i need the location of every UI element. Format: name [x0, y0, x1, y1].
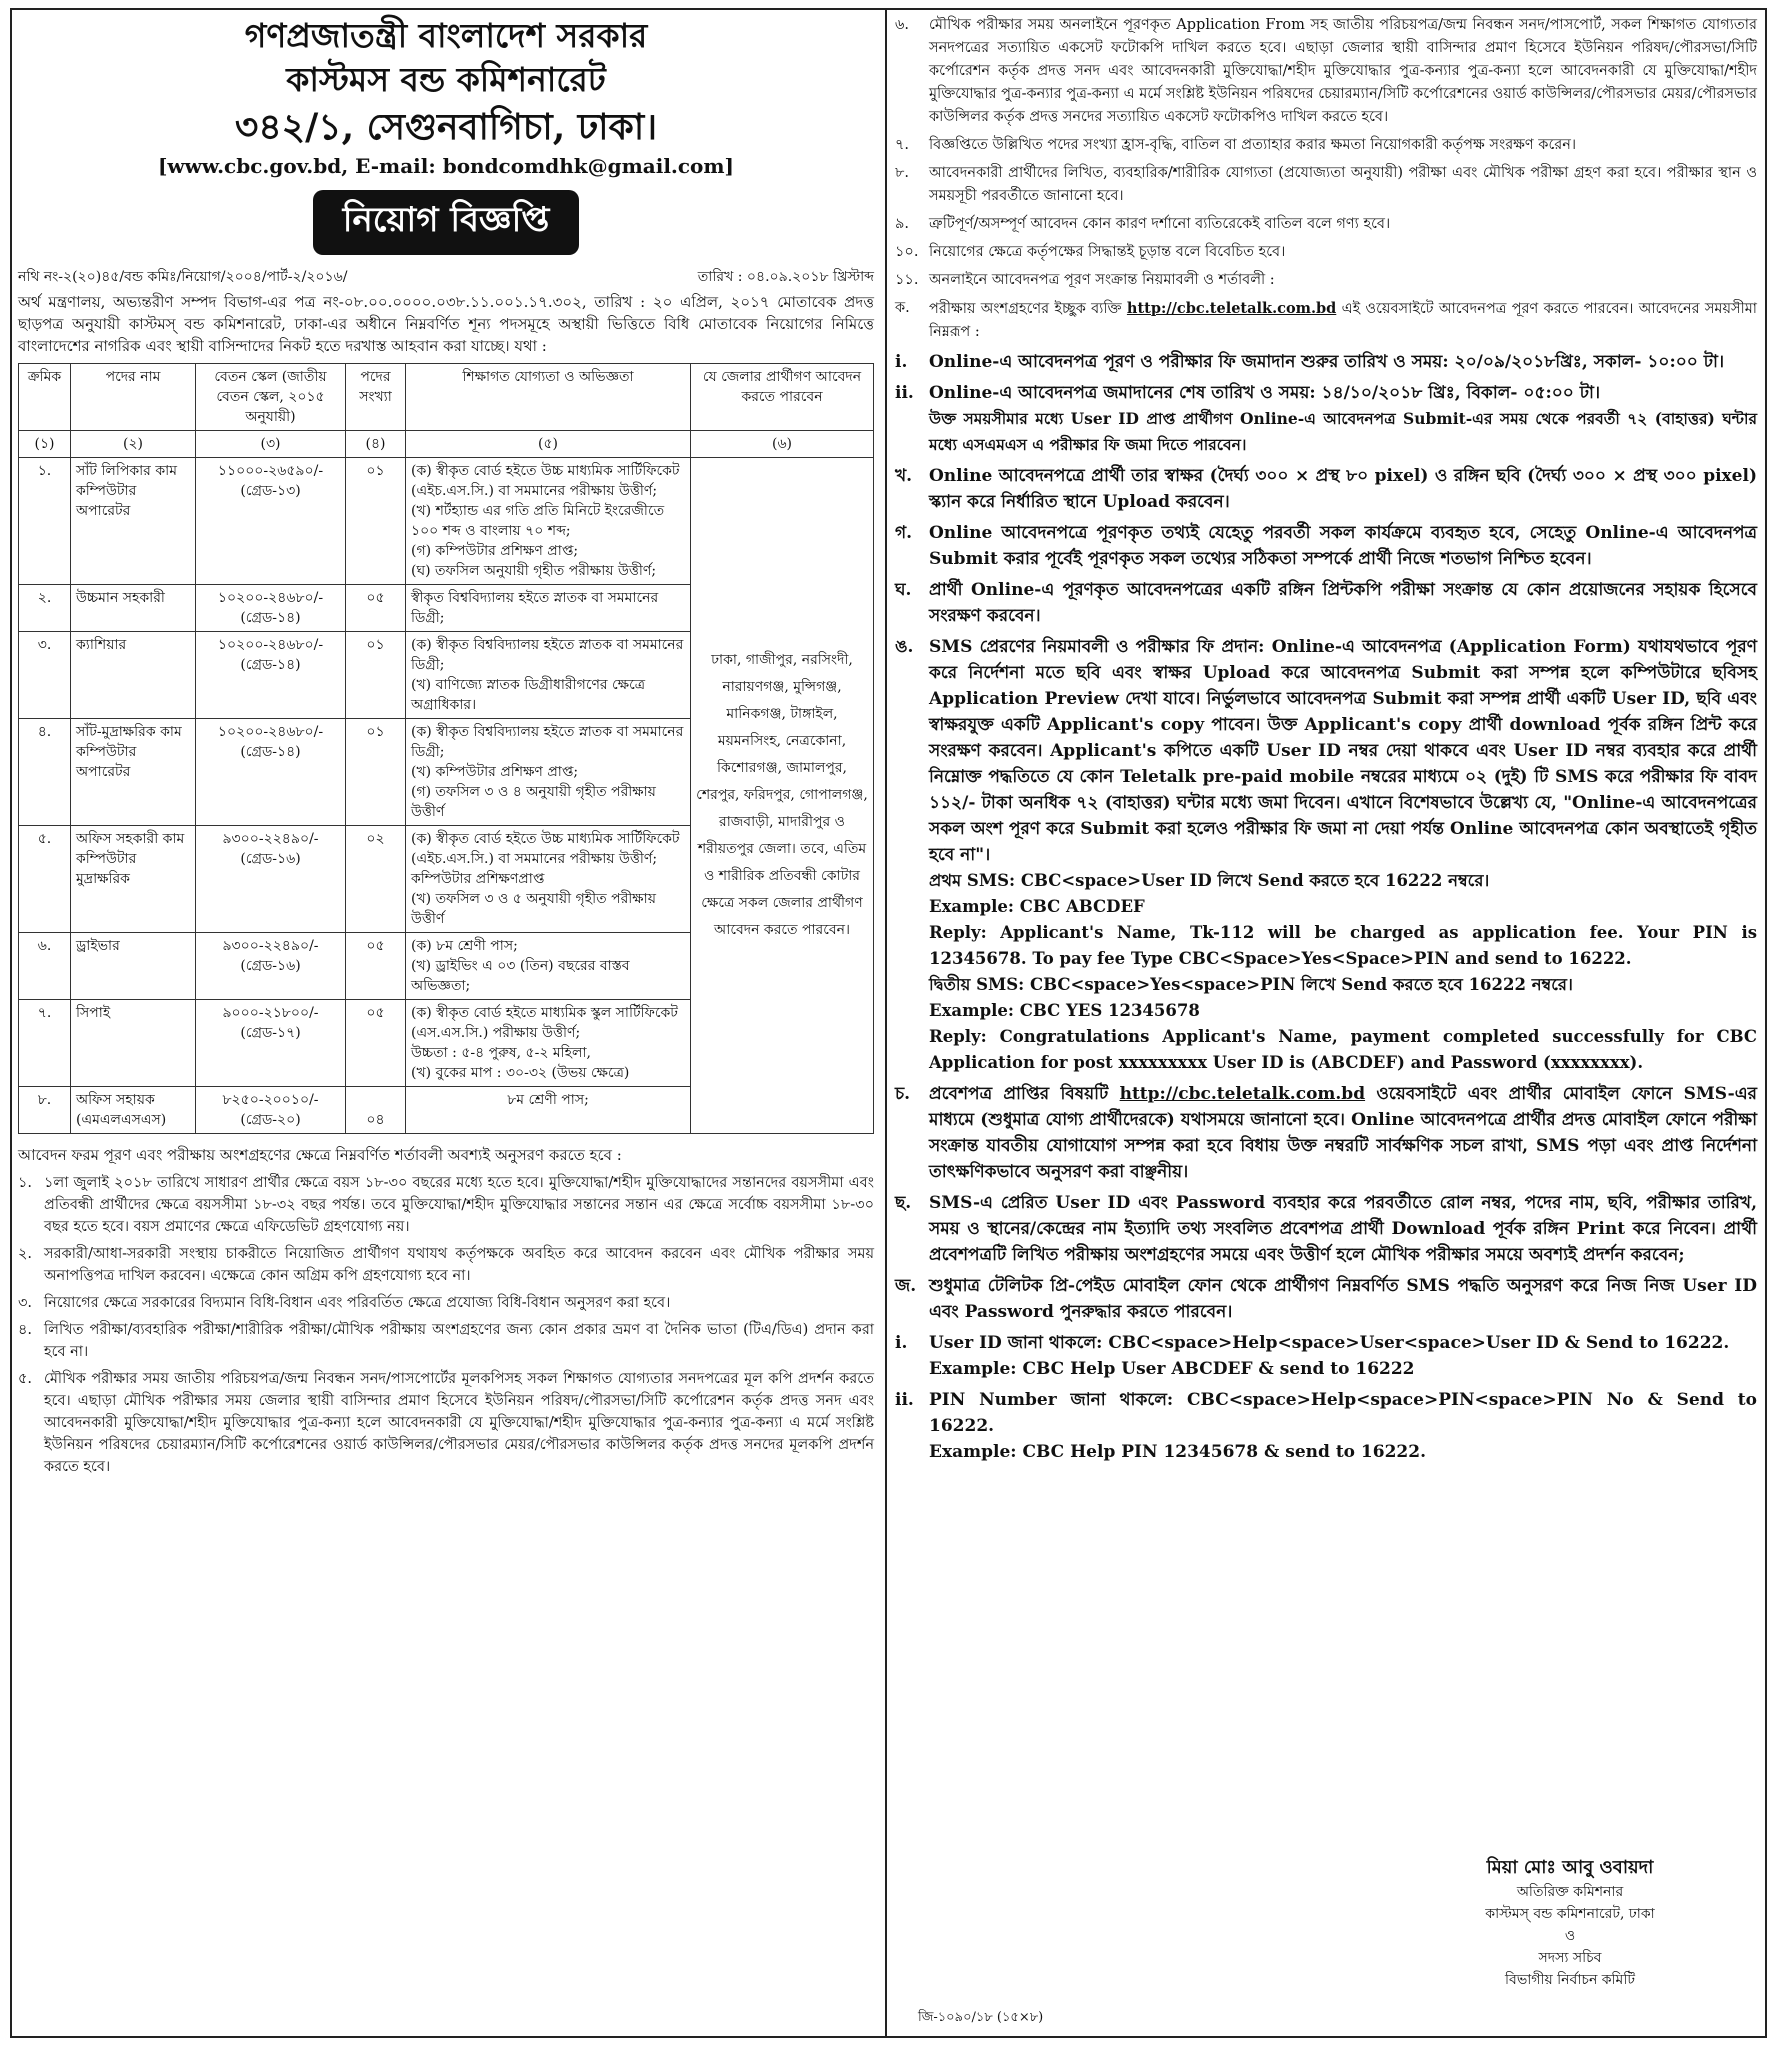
grade-value: (গ্রেড-১৩): [240, 483, 301, 499]
condition-item: [895, 213, 1757, 236]
scale-value: ১১০০০-২৬৫৯০/-: [217, 463, 324, 479]
condition-text: আবেদনকারী প্রার্থীদের লিখিত, ব্যবহারিক/শারীরিক যোগ্যতা (প্রযোজ্যতা অনুযায়ী) পরীক্ষা এবং মৌখিক পরীক্ষা গ্রহণ করা হবে। পরীক্ষার স্থান ও সময়সূচী পরবর্তীতে জানানো হবে।: [929, 165, 1757, 204]
online-item: [895, 463, 1757, 515]
item-letter: ক.: [895, 300, 910, 316]
qualification-item: (খ) বুকের মাপ : ৩০-৩২ (উভয় ক্ষেত্রে): [411, 1065, 630, 1081]
qualification-item: (খ) বাণিজ্যে স্নাতক ডিগ্রীধারীগণের ক্ষেত্রে অগ্রাধিকার।: [411, 677, 645, 713]
post-count: ০৫: [346, 933, 406, 1000]
condition-text: নিয়োগের ক্ষেত্রে সরকারের বিদ্যমান বিধি-বিধান এবং পরিবর্তিত ক্ষেত্রে প্রযোজ্য বিধি-বিধান অনুসরণ করা হবে।: [44, 1295, 671, 1311]
website-email: [www.cbc.gov.bd, E-mail: bondcomdhk@gmail.com]: [157, 154, 735, 178]
qualification-item: (ক) স্বীকৃত বিশ্ববিদ্যালয় হইতে স্নাতক বা সমমানের ডিগ্রী;: [411, 637, 684, 673]
item-letter: ঙ.: [895, 637, 914, 657]
condition-text: ত্রুটিপূর্ণ/অসম্পূর্ণ আবেদন কোন কারণ দর্শানো ব্যতিরেকেই বাতিল বলে গণ্য হবে।: [929, 216, 1391, 232]
memo-line: [18, 267, 874, 287]
qualification-item: (খ) তফসিল ৩ ও ৫ অনুযায়ী গৃহীত পরীক্ষায় উত্তীর্ণ: [411, 891, 656, 927]
grade-value: (গ্রেড-১৭): [240, 1025, 301, 1041]
item-letter: খ.: [895, 466, 913, 486]
second-sms: দ্বিতীয় SMS: CBC<space>Yes<space>PIN লিখে Send করতে হবে 16222 নম্বরে।: [929, 975, 1573, 994]
condition-number: ৮.: [895, 165, 910, 181]
memo-reference: নথি নং-২(২০)৪৫/বন্ড কমিঃ/নিয়োগ/২০০৪/পার্ট-২/২০১৬/: [18, 269, 348, 285]
recovery-item: [895, 1330, 1757, 1382]
online-item: [895, 1081, 1757, 1185]
qualifications: [406, 1000, 691, 1087]
row-serial: ৬.: [19, 933, 71, 1000]
memo-date: তারিখ : ০৪.০৯.২০১৮ খ্রিস্টাব্দ: [697, 269, 874, 285]
signatory-conjunction: ও: [1564, 1928, 1576, 1944]
office-name: কাস্টমস বন্ড কমিশনারেট: [286, 60, 606, 99]
col-header: বেতন স্কেল (জাতীয় বেতন স্কেল, ২০১৫ অনুযায়ী): [196, 364, 346, 431]
condition-item: [895, 241, 1757, 264]
column-number-row: [19, 431, 874, 458]
qualification-item: (ক) স্বীকৃত বোর্ড হইতে মাধ্যমিক স্কুল সার্টিফিকেট (এস.এস.সি.) পরীক্ষায় উত্তীর্ণ;: [411, 1005, 678, 1041]
qualification-item: স্বীকৃত বিশ্ববিদ্যালয় হইতে স্নাতক বা সমমানের ডিগ্রী;: [411, 590, 659, 626]
scale-value: ৯০০০-২১৮০০/-: [222, 1005, 319, 1021]
table-header-row: [19, 364, 874, 431]
qualification-item: ৮ম শ্রেণী পাস;: [507, 1092, 589, 1108]
condition-text: সরকারী/আধা-সরকারী সংস্থায় চাকরীতে নিয়োজিত প্রার্থীগণ যথাযথ কর্তৃপক্ষকে অবহিত করে আবেদন করবেন এবং মৌখিক পরীক্ষার সময় অনাপত্তিপত্র দাখিল করবেন। এক্ষেত্রে কোন অগ্রিম কপি গ্রহণযোগ্য হবে না।: [44, 1246, 874, 1284]
row-serial: ২.: [19, 585, 71, 632]
col-number: (২): [71, 431, 196, 458]
item-text: User ID জানা থাকলে: CBC<space>Help<space>User<space>User ID & Send to 16222.: [929, 1333, 1730, 1353]
sms-reply: Reply: Congratulations Applicant's Name, payment completed successfully for CBC Application for post xxxxxxxxx User ID is (ABCDEF) and Password (xxxxxxxx).: [929, 1027, 1757, 1072]
item-text: পরীক্ষায় অংশগ্রহণের ইচ্ছুক ব্যক্তি: [929, 301, 1122, 317]
online-item: [895, 634, 1757, 1076]
online-item: [895, 1273, 1757, 1325]
condition-item: [895, 162, 1757, 208]
item-text: Online-এ আবেদনপত্র জমাদানের শেষ তারিখ ও সময়: ১৪/১০/২০১৮ খ্রিঃ, বিকাল- ০৫:০০ টা।: [929, 383, 1601, 403]
grade-value: (গ্রেড-১৬): [240, 851, 301, 867]
item-letter: i.: [895, 352, 908, 372]
item-text: শুধুমাত্র টেলিটক প্রি-পেইড মোবাইল ফোন থেকে প্রার্থীগণ নিম্নবর্ণিত SMS পদ্ধতি অনুসরণ করে নিজ নিজ User ID এবং Password পুনরুদ্ধার করতে পারবেন।: [929, 1276, 1757, 1322]
condition-number: ৩.: [18, 1295, 33, 1311]
qualification-item: (ঘ) তফসিল অনুযায়ী গৃহীত পরীক্ষায় উত্তীর্ণ;: [411, 563, 657, 579]
grade-value: (গ্রেড-১৪): [240, 610, 301, 626]
sms-example: Example: CBC ABCDEF: [929, 897, 1145, 916]
condition-number: ৫.: [18, 1371, 33, 1387]
condition-text: মৌখিক পরীক্ষার সময় অনলাইনে পূরণকৃত Application From সহ জাতীয় পরিচয়পত্র/জন্ম নিবন্ধন সনদ/পাসপোর্ট, সকল শিক্ষাগত যোগ্যতার সনদপত্রের সত্যায়িত একসেট ফটোকপি দাখিল করতে হবে। এছাড়া জেলার স্থায়ী বাসিন্দার প্রমাণ হিসেবে ইউনিয়ন পরিষদ/পৌরসভা/সিটি কর্পোরেশন কর্তৃক প্রদত্ত সনদ এবং আবেদনকারী মুক্তিযোদ্ধা/শহীদ মুক্তিযোদ্ধার পুত্র-কন্যার পুত্র-কন্যা হলে আবেদনকারী যে মুক্তিযোদ্ধা/শহীদ মুক্তিযোদ্ধার পুত্র-কন্যার পুত্র-কন্যা এ মর্মে সংশ্লিষ্ট ইউনিয়ন পরিষদের চেয়ারম্যান/সিটি কর্পোরেশনের ওয়ার্ড কাউন্সিলর/পৌরসভার মেয়র/পৌরসভার কাউন্সিলর কর্তৃক প্রদত্ত সনদের সত্যায়িত একসেট ফটোকপিও দাখিল করতে হবে।: [929, 17, 1757, 125]
condition-item: [18, 1292, 874, 1314]
item-text: Online আবেদনপত্রে পূরণকৃত তথ্যই যেহেতু পরবর্তী সকল কার্যক্রমে ব্যবহৃত হবে, সেহেতু Online-এ আবেদনপত্র Submit করার পূর্বেই পূরণকৃত সকল তথ্যের সঠিকতা সম্পর্কে প্রার্থী নিজে শতভাগ নিশ্চিত হবেন।: [929, 523, 1757, 569]
condition-item: [895, 269, 1757, 292]
item-text: PIN Number জানা থাকলে: CBC<space>Help<space>PIN<space>PIN No & Send to 16222.: [929, 1390, 1757, 1436]
qualification-item: (ক) স্বীকৃত বোর্ড হইতে উচ্চ মাধ্যমিক সার্টিফিকেট (এইচ.এস.সি.) বা সমমানের পরীক্ষায় উত্তীর্ণ; কম্পিউটার প্রশিক্ষণপ্রাপ্ত: [411, 831, 680, 887]
online-item: [895, 349, 1757, 375]
qualification-item: উচ্চতা : ৫-৪ পুরুষ, ৫-২ মহিলা,: [411, 1045, 591, 1061]
scale-value: ১০২০০-২৪৬৮০/-: [217, 724, 324, 740]
pay-scale: [196, 1087, 346, 1134]
condition-text: বিজ্ঞপ্তিতে উল্লিখিত পদের সংখ্যা হ্রাস-বৃদ্ধি, বাতিল বা প্রত্যাহার করার ক্ষমতা নিয়োগকারী কর্তৃপক্ষ সংরক্ষণ করেন।: [929, 137, 1577, 153]
intro-paragraph: অর্থ মন্ত্রণালয়, অভ্যন্তরীণ সম্পদ বিভাগ-এর পত্র নং-০৮.০০.০০০০.০৩৮.১১.০০১.১৭.৩০২, তারিখ : ২০ এপ্রিল, ২০১৭ মোতাবেক প্রদত্ত ছাড়পত্র অনুযায়ী কাস্টমস্ বন্ড কমিশনারেট, ঢাকা-এর অধীনে নিম্নবর্ণিত শূন্য পদসমূহে অস্থায়ী ভিত্তিতে বিধি মোতাবেক নিয়োগের নিমিত্তে বাংলাদেশের নাগরিক এবং স্থায়ী বাসিন্দাদের নিকট হতে দরখাস্ত আহবান করা যাচ্ছে। যথা :: [18, 293, 874, 355]
item-text: SMS-এ প্রেরিত User ID এবং Password ব্যবহার করে পরবর্তীতে রোল নম্বর, পদের নাম, ছবি, পরীক্ষার তারিখ, সময় ও স্থানের/কেন্দ্রের নাম ইত্যাদি তথ্য সংবলিত প্রবেশপত্র প্রার্থী Download পূর্বক রঙ্গিন Print করে নিবেন। প্রার্থী প্রবেশপত্রটি লিখিত পরীক্ষায় অংশগ্রহণের সময়ে এবং উত্তীর্ণ হলে মৌখিক পরীক্ষার সময়ে অবশ্যই প্রদর্শন করবেন;: [929, 1193, 1757, 1265]
item-letter: ঘ.: [895, 580, 912, 600]
post-name: সিপাই: [71, 1000, 196, 1087]
col-number: (৫): [406, 431, 691, 458]
col-header: শিক্ষাগত যোগ্যতা ও অভিজ্ঞতা: [406, 364, 691, 431]
row-serial: ৩.: [19, 632, 71, 719]
item-letter: গ.: [895, 523, 913, 543]
post-name: সাঁট লিপিকার কাম কম্পিউটার অপারেটর: [71, 458, 196, 585]
col-header: যে জেলার প্রার্থীগণ আবেদন করতে পারবেন: [691, 364, 874, 431]
qualifications: [406, 933, 691, 1000]
qualifications: [406, 585, 691, 632]
item-text: এই ওয়েবসাইটে আবেদনপত্র পূরণ করতে পারবেন। আবেদনের সময়সীমা নিম্নরূপ :: [929, 301, 1758, 340]
item-text: প্রার্থী Online-এ পূরণকৃত আবেদনপত্রের একটি রঙ্গিন প্রিন্টকপি পরীক্ষা সংক্রান্ত যে কোন প্রয়োজনের সহায়ক হিসেবে সংরক্ষণ করবেন।: [929, 580, 1757, 626]
post-name: ড্রাইভার: [71, 933, 196, 1000]
signatory-committee: বিভাগীয় নির্বাচন কমিটি: [1505, 1972, 1635, 1988]
qualification-item: (ক) স্বীকৃত বোর্ড হইতে উচ্চ মাধ্যমিক সার্টিফিকেট (এইচ.এস.সি.) বা সমমানের পরীক্ষায় উত্তীর্ণ;: [411, 463, 680, 499]
eligible-districts: ঢাকা, গাজীপুর, নরসিংদী, নারায়ণগঞ্জ, মুন্সিগঞ্জ, মানিকগঞ্জ, টাঙ্গাইল, ময়মনসিংহ, নেত্রকোনা, কিশোরগঞ্জ, জামালপুর, শেরপুর, ফরিদপুর, গোপালগঞ্জ, রাজবাড়ী, মাদারীপুর ও শরীয়তপুর জেলা। তবে, এতিম ও শারীরিক প্রতিবন্ধী কোটার ক্ষেত্রে সকল জেলার প্রার্থীগণ আবেদন করতে পারবেন।: [691, 458, 874, 1134]
condition-item: [18, 1319, 874, 1363]
grade-value: (গ্রেড-১৪): [240, 657, 301, 673]
sms-example: Example: CBC Help User ABCDEF & send to 16222: [929, 1359, 1415, 1379]
grade-value: (গ্রেড-১৪): [240, 744, 301, 760]
post-name: অফিস সহায়ক (এমএলএসএস): [71, 1087, 196, 1134]
condition-item: [18, 1243, 874, 1287]
post-name: অফিস সহকারী কাম কম্পিউটার মুদ্রাক্ষরিক: [71, 826, 196, 933]
qualification-item: (খ) কম্পিউটার প্রশিক্ষণ প্রাপ্ত;: [411, 764, 579, 780]
pay-scale: [196, 632, 346, 719]
right-column: [895, 14, 1757, 1470]
condition-text: মৌখিক পরীক্ষার সময় জাতীয় পরিচয়পত্র/জন্ম নিবন্ধন সনদ/পাসপোর্টের মূলকপিসহ সকল শিক্ষাগত যোগ্যতার সনদপত্রের মূল কপি প্রদর্শন করতে হবে। এছাড়া মৌখিক পরীক্ষার সময় জেলার স্থায়ী বাসিন্দার প্রমাণ হিসেবে ইউনিয়ন পরিষদ/পৌরসভা/সিটি কর্পোরেশন কর্তৃক প্রদত্ত সনদ এবং আবেদনকারী মুক্তিযোদ্ধা/শহীদ মুক্তিযোদ্ধার পুত্র-কন্যা হলে আবেদনকারী যে মুক্তিযোদ্ধা/শহীদ মুক্তিযোদ্ধার পুত্র-কন্যার পুত্র-কন্যা এ মর্মে সংশ্লিষ্ট ইউনিয়ন পরিষদের চেয়ারম্যান/সিটি কর্পোরেশনের ওয়ার্ড কাউন্সিলর/পৌরসভার মেয়র/পৌরসভার কাউন্সিলর কর্তৃক প্রদত্ত সনদের মূলকপি প্রদর্শন করতে হবে।: [44, 1371, 874, 1475]
grade-value: (গ্রেড-২০): [240, 1112, 301, 1128]
col-header: পদের সংখ্যা: [346, 364, 406, 431]
notice-title: নিয়োগ বিজ্ঞপ্তি: [313, 190, 580, 255]
col-number: (১): [19, 431, 71, 458]
item-letter: i.: [895, 1333, 908, 1353]
col-header: পদের নাম: [71, 364, 196, 431]
col-number: (৬): [691, 431, 874, 458]
qualification-item: (খ) শর্টহ্যান্ড এর গতি প্রতি মিনিটে ইংরেজীতে ১০০ শব্দ ও বাংলায় ৭০ শব্দ;: [411, 503, 665, 539]
item-text: Online আবেদনপত্রে প্রার্থী তার স্বাক্ষর (দৈর্ঘ্য ৩০০ × প্রস্থ ৮০ pixel) ও রঙ্গিন ছবি (দৈর্ঘ্য ৩০০ × প্রস্থ ৩০০ pixel) স্ক্যান করে নির্ধারিত স্থানে Upload করবেন।: [929, 466, 1757, 512]
signatory-role: সদস্য সচিব: [1538, 1950, 1602, 1966]
condition-number: ৯.: [895, 216, 910, 232]
grade-value: (গ্রেড-১৬): [240, 958, 301, 974]
post-name: উচ্চমান সহকারী: [71, 585, 196, 632]
row-serial: ১.: [19, 458, 71, 585]
post-name: ক্যাশিয়ার: [71, 632, 196, 719]
posts-table: [18, 363, 874, 1134]
post-name: সাঁট-মুদ্রাক্ষরিক কাম কম্পিউটার অপারেটর: [71, 719, 196, 826]
condition-item: [895, 14, 1757, 129]
publication-code: জি-১০৯০/১৮ (১৫×৮): [918, 2010, 1044, 2025]
qualifications: [406, 632, 691, 719]
row-serial: ৭.: [19, 1000, 71, 1087]
post-count: ০২: [346, 826, 406, 933]
scale-value: ১০২০০-২৪৬৮০/-: [217, 590, 324, 606]
conditions-intro: আবেদন ফরম পূরণ এবং পরীক্ষায় অংশগ্রহণের ক্ষেত্রে নিম্নবর্ণিত শর্তাবলী অবশ্যই অনুসরণ করতে হবে :: [18, 1146, 622, 1164]
row-serial: ৮.: [19, 1087, 71, 1134]
letterhead: [18, 14, 874, 180]
post-count: ০১: [346, 632, 406, 719]
sms-example: Example: CBC YES 12345678: [929, 1001, 1200, 1020]
online-item: [895, 297, 1757, 344]
pay-scale: [196, 1000, 346, 1087]
item-letter: জ.: [895, 1276, 917, 1296]
online-item: [895, 577, 1757, 629]
teletalk-link[interactable]: http://cbc.teletalk.com.bd: [1119, 1084, 1366, 1104]
qualification-item: (গ) কম্পিউটার প্রশিক্ষণ প্রাপ্ত;: [411, 543, 579, 559]
first-sms: প্রথম SMS: CBC<space>User ID লিখে Send করতে হবে 16222 নম্বরে।: [929, 871, 1490, 890]
qualification-item: (ক) ৮ম শ্রেণী পাস;: [411, 938, 518, 954]
pay-scale: [196, 933, 346, 1000]
pay-scale: [196, 458, 346, 585]
item-letter: ছ.: [895, 1193, 912, 1213]
sms-example: Example: CBC Help PIN 12345678 & send to 16222.: [929, 1442, 1426, 1462]
signature-block: [1430, 1855, 1710, 1991]
condition-number: ৬.: [895, 17, 910, 33]
item-text: উক্ত সময়সীমার মধ্যে User ID প্রাপ্ত প্রার্থীগণ Online-এ আবেদনপত্র Submit-এর সময় থেকে পরবর্তী ৭২ (বাহাত্তর) ঘন্টার মধ্যে এসএমএস এ পরীক্ষার ফি জমা দিতে পারবেন।: [929, 409, 1757, 454]
post-count: ০৫: [346, 1000, 406, 1087]
condition-number: ২.: [18, 1246, 33, 1262]
scale-value: ৮২৫০-২০০১০/-: [222, 1092, 319, 1108]
government-name: গণপ্রজাতন্ত্রী বাংলাদেশ সরকার: [244, 16, 648, 55]
condition-item: [18, 1368, 874, 1478]
item-letter: ii.: [895, 1390, 914, 1410]
condition-text: লিখিত পরীক্ষা/ব্যবহারিক পরীক্ষা/শারীরিক পরীক্ষা/মৌখিক পরীক্ষায় অংশগ্রহণের জন্য কোন প্রকার ভ্রমণ বা দৈনিক ভাতা (টিএ/ডিএ) প্রদান করা হবে না।: [44, 1322, 874, 1360]
row-serial: ৫.: [19, 826, 71, 933]
condition-number: ৪.: [18, 1322, 33, 1338]
qualification-item: (ক) স্বীকৃত বিশ্ববিদ্যালয় হইতে স্নাতক বা সমমানের ডিগ্রী;: [411, 724, 684, 760]
post-count: ০৪: [346, 1087, 406, 1134]
sms-reply: Reply: Applicant's Name, Tk-112 will be charged as application fee. Your PIN is 12345678. To pay fee Type CBC<Space>Yes<Space>PIN and send to 16222.: [929, 923, 1757, 968]
qualifications: [406, 826, 691, 933]
online-item: [895, 520, 1757, 572]
item-letter: ii.: [895, 383, 914, 403]
qualifications: [406, 458, 691, 585]
office-address: ৩৪২/১, সেগুনবাগিচা, ঢাকা।: [234, 106, 658, 148]
online-item: [895, 380, 1757, 458]
qualifications: [406, 719, 691, 826]
post-count: ০৫: [346, 585, 406, 632]
pay-scale: [196, 719, 346, 826]
condition-item: [895, 134, 1757, 157]
column-divider: [885, 8, 887, 2038]
post-count: ০১: [346, 719, 406, 826]
scale-value: ৯৩০০-২২৪৯০/-: [222, 831, 319, 847]
qualification-item: (খ) ড্রাইভিং এ ০৩ (তিন) বছরের বাস্তব অভিজ্ঞতা;: [411, 958, 630, 994]
signatory-name: মিয়া মোঃ আবু ওবায়দা: [1486, 1857, 1654, 1878]
post-count: ০১: [346, 458, 406, 585]
scale-value: ১০২০০-২৪৬৮০/-: [217, 637, 324, 653]
condition-number: ১০.: [895, 244, 919, 260]
left-column: [18, 14, 874, 1483]
condition-item: [18, 1172, 874, 1238]
item-text: Online-এ আবেদনপত্র পূরণ ও পরীক্ষার ফি জমাদান শুরুর তারিখ ও সময়: ২০/০৯/২০১৮খ্রিঃ, সকাল- ১০:০০ টা।: [929, 352, 1725, 372]
col-header: ক্রমিক: [19, 364, 71, 431]
item-text: প্রবেশপত্র প্রাপ্তির বিষয়টি: [929, 1084, 1109, 1104]
table-row: [19, 458, 874, 585]
condition-number: ৭.: [895, 137, 910, 153]
signatory-title: অতিরিক্ত কমিশনার: [1516, 1884, 1624, 1900]
condition-text: ১লা জুলাই ২০১৮ তারিখে সাধারণ প্রার্থীর ক্ষেত্রে বয়স ১৮-৩০ বছরের মধ্যে হতে হবে। মুক্তিযোদ্ধা/শহীদ মুক্তিযোদ্ধাদের সন্তানদের বয়সসীমা এবং প্রতিবন্ধী প্রার্থীদের ক্ষেত্রে বয়সসীমা ১৮-৩২ বছর পর্যন্ত। তবে মুক্তিযোদ্ধা/শহীদ মুক্তিযোদ্ধার সন্তানের সন্তান এর ক্ষেত্রে সর্বোচ্চ বয়সসীমা ১৮-৩০ বছর হতে হবে। বয়স প্রমাণের ক্ষেত্রে এফিডেভিট গ্রহণযোগ্য নয়।: [44, 1175, 874, 1235]
sms-instructions: SMS প্রেরণের নিয়মাবলী ও পরীক্ষার ফি প্রদান: Online-এ আবেদনপত্র (Application Form) যথাযথভাবে পূরণ করে নির্দেশনা মতে ছবি এবং স্বাক্ষর Upload করে আবেদনপত্র Submit করা সম্পন্ন হলে কম্পিউটারে ছবিসহ Application Preview দেখা যাবে। নির্ভুলভাবে আবেদনপত্র Submit করা সম্পন্ন প্রার্থী একটি User ID, ছবি এবং স্বাক্ষরযুক্ত একটি Applicant's copy পাবেন। উক্ত Applicant's copy প্রার্থী download পূর্বক রঙ্গিন প্রিন্ট করে সংরক্ষণ করবেন। Applicant's কপিতে একটি User ID নম্বর দেয়া থাকবে এবং User ID নম্বর ব্যবহার করে প্রার্থী নিম্নোক্ত পদ্ধতিতে যে কোন Teletalk pre-paid mobile নম্বরের মাধ্যমে ০২ (দুই) টি SMS করে পরীক্ষার ফি বাবদ ১১২/- টাকা অনধিক ৭২ (বাহাত্তর) ঘন্টার মধ্যে জমা দিবেন। এখানে বিশেষভাবে উল্লেখ্য যে, "Online-এ আবেদনপত্রের সকল অংশ পূরণ করে Submit করা হলেও পরীক্ষার ফি জমা না দেয়া পর্যন্ত Online আবেদনপত্র কোন অবস্থাতেই গৃহীত হবে না"।: [929, 637, 1757, 865]
condition-number: ১.: [18, 1175, 33, 1191]
teletalk-link[interactable]: http://cbc.teletalk.com.bd: [1126, 300, 1337, 317]
recovery-item: [895, 1387, 1757, 1465]
pay-scale: [196, 585, 346, 632]
item-text: ওয়েবসাইটে এবং প্রার্থীর মোবাইল ফোনে SMS-এর মাধ্যমে (শুধুমাত্র যোগ্য প্রার্থীদেরকে) যথাসময়ে জানানো হবে। Online আবেদনপত্রে প্রার্থীর প্রদত্ত মোবাইল ফোনে পরীক্ষা সংক্রান্ত যাবতীয় যোগাযোগ সম্পন্ন করা হবে বিধায় উক্ত নম্বরটি সার্বক্ষণিক সচল রাখা, SMS পড়া এবং প্রাপ্ত নির্দেশনা তাৎক্ষণিকভাবে অনুসরণ করা বাঞ্ছনীয়।: [929, 1084, 1758, 1182]
signatory-office: কাস্টমস্ বন্ড কমিশনারেট, ঢাকা: [1485, 1906, 1655, 1922]
row-serial: ৪.: [19, 719, 71, 826]
pay-scale: [196, 826, 346, 933]
col-number: (৩): [196, 431, 346, 458]
qualification-item: (গ) তফসিল ৩ ও ৪ অনুযায়ী গৃহীত পরীক্ষায় উত্তীর্ণ: [411, 784, 656, 820]
col-number: (৪): [346, 431, 406, 458]
scale-value: ৯৩০০-২২৪৯০/-: [222, 938, 319, 954]
condition-text: অনলাইনে আবেদনপত্র পূরণ সংক্রান্ত নিয়মাবলী ও শর্তাবলী :: [929, 272, 1275, 288]
condition-text: নিয়োগের ক্ষেত্রে কর্তৃপক্ষের সিদ্ধান্তই চূড়ান্ত বলে বিবেচিত হবে।: [929, 244, 1286, 260]
online-item: [895, 1190, 1757, 1268]
condition-number: ১১.: [895, 272, 919, 288]
qualifications: [406, 1087, 691, 1134]
item-letter: চ.: [895, 1084, 911, 1104]
